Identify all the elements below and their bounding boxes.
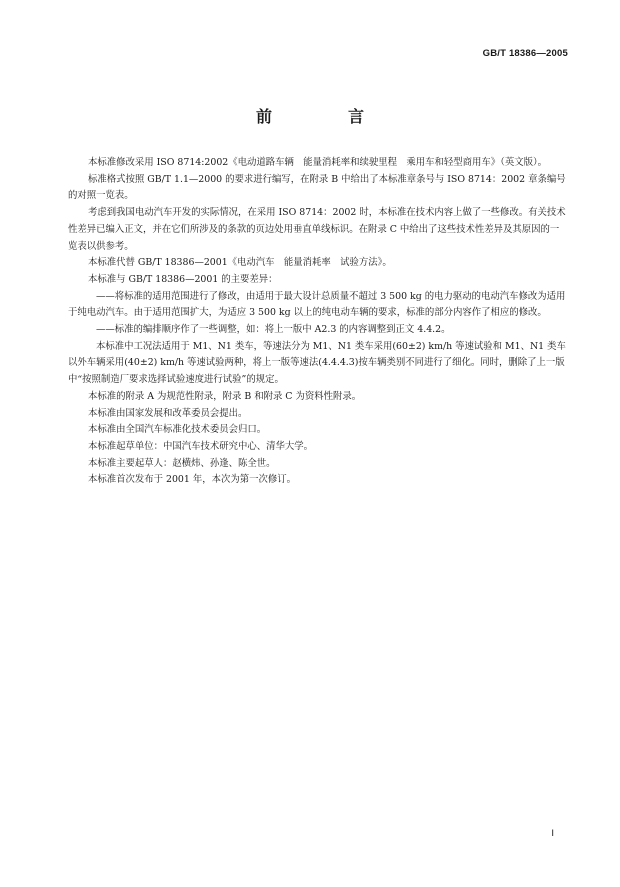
paragraph-adoption: 本标准修改采用 ISO 8714:2002《电动道路车辆 能量消耗率和续驶里程 乘用车和轻型商用车》（英文版）。 (88, 157, 548, 168)
paragraph-drafters: 本标准主要起草人：赵横炜、孙逢、陈全世。 (88, 457, 276, 469)
paragraph-history: 本标准首次发布于 2001 年，本次为第一次修订。 (88, 474, 296, 486)
paragraph-technical-differences: 考虑到我国电动汽车开发的实际情况，在采用 ISO 8714：2002 时，本标准在技术内容上做了一些修改。有关技术性差异已编入正文，并在它们所涉及的条款的页边处用垂直单线标识。在附录 C 中给出了这些技术性差异及其原因的一览表以供参考。 (68, 207, 566, 252)
page-title: 前 言 (255, 107, 394, 126)
paragraph-proposed-by: 本标准由国家发展和改革委员会提出。 (88, 407, 248, 419)
paragraph-main-differences: 本标准与 GB/T 18386—2001 的主要差异： (88, 273, 278, 285)
paragraph-replaces: 本标准代替 GB/T 18386—2001《电动汽车 能量消耗率 试验方法》。 (88, 257, 392, 269)
paragraph-drafting-units: 本标准起草单位：中国汽车技术研究中心、清华大学。 (88, 440, 314, 452)
paragraph-format: 标准格式按照 GB/T 1.1—2000 的要求进行编写，在附录 B 中给出了本标准章条号与 ISO 8714：2002 章条编号的对照一览表。 (68, 173, 566, 202)
paragraph-administered-by: 本标准由全国汽车标准化技术委员会归口。 (88, 424, 267, 436)
paragraph-order-change: ——标准的编排顺序作了一些调整，如：将上一版中 A2.3 的内容调整到正文 4.4.2。 (96, 324, 451, 336)
paragraph-annexes: 本标准的附录 A 为规范性附录，附录 B 和附录 C 为资料性附录。 (88, 390, 362, 402)
foreword-body (68, 155, 568, 489)
paragraph-scope-change: ——将标准的适用范围进行了修改，由适用于最大设计总质量不超过 3 500 kg 的电力驱动的电动汽车修改为适用于纯电动汽车。由于适用范围扩大，为适应 3 500 kg 以上的纯电动车辆的要求，标准的部分内容作了相应的修改。 (68, 290, 566, 319)
standard-code-header: GB/T 18386—2005 (482, 48, 568, 59)
page-number: I (551, 829, 554, 839)
paragraph-test-method: 本标准中工况法适用于 M1、N1 类车，等速法分为 M1、N1 类车采用(60±2) km/h 等速试验和 M1、N1 类车以外车辆采用(40±2) km/h 等速试验两种，将上一版等速法(4.4.4.3)按车辆类别不同进行了细化。同时，删除了上一版中“按照制造厂要求选择试验速度进行试验”的规定。 (68, 340, 566, 386)
